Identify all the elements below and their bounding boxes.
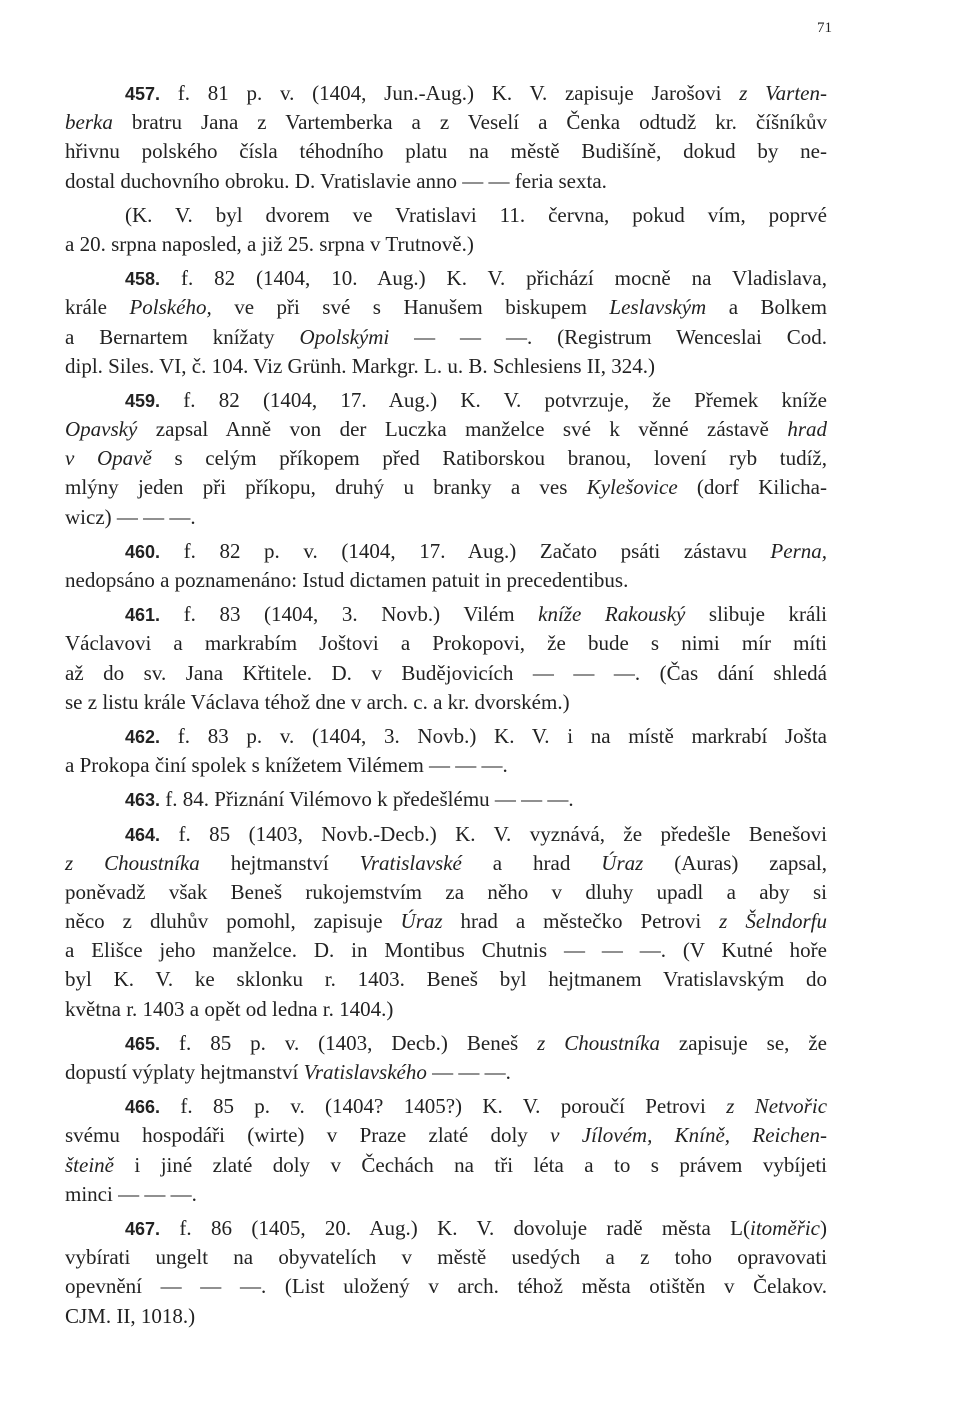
entry-461 (65, 600, 827, 717)
text-run: f. 84. Přiznání Vilémovo k předešlému — — —. (160, 787, 574, 812)
text-line (65, 264, 827, 293)
text-line (65, 1272, 827, 1301)
text-line (65, 1092, 827, 1121)
text-run: s celým příkopem před Ratiborskou branou, lovení ryb tudíž, (151, 446, 827, 471)
entry-number: 465. (125, 1033, 161, 1054)
text-run: f. 83 (1404, 3. Novb.) Vilém (160, 602, 539, 627)
italic-text-run: z Netvořic (726, 1094, 828, 1119)
text-run: f. 82 p. v. (1404, 17. Aug.) Začato psáti zástavu (160, 538, 771, 563)
entry-458 (65, 264, 827, 381)
entry-number: 466. (125, 1097, 161, 1118)
text-line (65, 167, 827, 196)
italic-text-run: z Choustníka (537, 1030, 660, 1055)
text-run: (K. V. byl dvorem ve Vratislavi 11. června, pokud vím, poprvé (125, 202, 827, 227)
text-run: ve při své s Hanušem biskupem (211, 295, 610, 320)
text-run: a 20. srpna naposled, a již 25. srpna v Trutnově.) (65, 231, 474, 256)
text-line (65, 1243, 827, 1272)
italic-text-run: z Choustníka (65, 850, 200, 875)
text-run: něco z dluhův pomohl, zapisuje (65, 909, 401, 934)
text-line (65, 386, 827, 415)
entry-number: 462. (125, 726, 161, 747)
entry-462 (65, 722, 827, 780)
text-run: f. 85 (1403, Novb.-Decb.) K. V. vyznává, že předešle Benešovi (160, 821, 827, 846)
entry-464 (65, 820, 827, 1024)
text-run: CJM. II, 1018.) (65, 1303, 196, 1328)
text-line (65, 820, 827, 849)
text-line (65, 751, 827, 780)
text-run: f. 85 p. v. (1404? 1405?) K. V. poroučí Petrovi (160, 1094, 727, 1119)
page-number: 71 (817, 20, 832, 36)
entry-number: 460. (125, 541, 161, 562)
italic-text-run: z Šelndorfu (719, 909, 827, 934)
entry-number: 459. (125, 390, 161, 411)
text-line (65, 849, 827, 878)
italic-text-run: v Opavě (65, 446, 152, 471)
text-run: hejtmanství (199, 850, 360, 875)
text-line (65, 503, 827, 532)
text-run: nedopsáno a poznamenáno: Istud dictamen patuit in precedentibus. (65, 568, 629, 592)
text-line (65, 1302, 827, 1331)
text-run: minci — — —. (65, 1181, 197, 1206)
entry-457 (65, 79, 827, 196)
text-line (65, 444, 827, 473)
text-run: f. 82 (1404, 17. Aug.) K. V. potvrzuje, že Přemek kníže (160, 387, 827, 412)
text-run: Václavovi a markrabím Joštovi a Prokopovi, že bude s nimi mír míti (65, 631, 827, 656)
text-run: (Auras) zapsal, (643, 850, 827, 875)
text-run: f. 83 p. v. (1404, 3. Novb.) K. V. i na místě markrabí Jošta (160, 723, 827, 748)
text-line (65, 352, 827, 381)
text-run: a Elišce jeho manželce. D. in Montibus Chutnis — — —. (V Kutné hoře (65, 938, 827, 963)
text-run: dostal duchovního obroku. D. Vratislavie anno — — feria sexta. (65, 168, 607, 193)
italic-text-run: hrad (787, 417, 827, 442)
text-run: slibuje králi (685, 602, 827, 627)
text-run: opevnění — — —. (List uložený v arch. téhož města otištěn v Čelakov. (65, 1274, 827, 1299)
text-run: dipl. Siles. VI, č. 104. Viz Grünh. Markgr. L. u. B. Schlesiens II, 324.) (65, 353, 655, 378)
italic-text-run: Kylešovice (586, 475, 678, 500)
entry-465 (65, 1029, 827, 1087)
text-line (65, 629, 827, 658)
text-line (65, 600, 827, 629)
italic-text-run: kníže Rakouský (538, 602, 686, 627)
entry-460 (65, 537, 827, 595)
text-line (65, 108, 827, 137)
text-line (65, 722, 827, 751)
italic-text-run: Perna, (770, 538, 827, 563)
italic-text-run: šteině (65, 1152, 114, 1177)
text-line (65, 1180, 827, 1209)
text-run: bratru Jana z Vartemberka a z Veselí a Čenka odtudž kr. číšníkův (112, 110, 827, 135)
text-run: a hrad (461, 850, 602, 875)
text-line (65, 1058, 827, 1087)
text-line (65, 907, 827, 936)
text-run: f. 82 (1404, 10. Aug.) K. V. přichází mocně na Vladislava, (160, 266, 827, 291)
italic-text-run: Vratislavského (303, 1060, 427, 1084)
entry-number: 457. (125, 84, 161, 104)
text-run: byl K. V. ke sklonku r. 1403. Beneš byl hejtmanem Vratislavským do (65, 967, 827, 992)
text-line (65, 965, 827, 994)
text-run: wicz) — — —. (65, 504, 196, 529)
document-body (65, 79, 827, 1336)
text-run: (dorf Kilicha- (677, 475, 827, 500)
italic-text-run: itoměřic (750, 1215, 820, 1240)
text-run: vybírati ungelt na obyvatelích v městě usedých a z toho opravovati (65, 1245, 827, 1270)
text-run: hřivnu polského čísla téhodního platu na městě Budišíně, dokud by ne- (65, 139, 827, 164)
text-run: f. 86 (1405, 20. Aug.) K. V. dovoluje radě města L( (160, 1215, 751, 1240)
note-paragraph (65, 201, 827, 259)
italic-text-run: berka (65, 110, 113, 135)
text-line (65, 936, 827, 965)
text-run: až do sv. Jana Křtitele. D. v Budějovicích — — —. (Čas dání shledá (65, 660, 827, 685)
entry-number: 467. (125, 1218, 161, 1239)
text-line (65, 785, 827, 814)
entry-467 (65, 1214, 827, 1331)
text-line (65, 566, 827, 595)
text-line (65, 537, 827, 566)
text-run: ) (820, 1215, 827, 1240)
text-line (65, 137, 827, 166)
italic-text-run: Opavský (65, 417, 138, 442)
text-run: se z listu krále Václava téhož dne v arch. c. a kr. dvorském.) (65, 689, 570, 714)
text-line (65, 688, 827, 717)
text-run: svému hospodáři (wirte) v Praze zlaté doly (65, 1123, 551, 1148)
text-line (65, 1029, 827, 1058)
text-run: krále (65, 295, 130, 320)
text-line (65, 230, 827, 259)
italic-text-run: Úraz (400, 909, 443, 934)
text-line (65, 415, 827, 444)
text-line (65, 293, 827, 322)
entry-number: 461. (125, 605, 161, 626)
entry-463 (65, 785, 827, 814)
entry-number: 463. (125, 790, 161, 811)
text-run: — — —. (426, 1060, 511, 1084)
text-run: — — —. (Registrum Wenceslai Cod. (389, 324, 827, 349)
text-line (65, 659, 827, 688)
entry-number: 458. (125, 269, 161, 290)
text-line (65, 323, 827, 352)
text-line (65, 878, 827, 907)
text-run: zapsal Anně von der Luczka manželce své k věnné zástavě (137, 417, 788, 442)
text-run: dopustí výplaty hejtmanství (65, 1060, 304, 1084)
text-run: mlýny jeden při příkopu, druhý u branky a ves (65, 475, 587, 500)
text-line (65, 79, 827, 108)
text-line (65, 1214, 827, 1243)
text-run: f. 81 p. v. (1404, Jun.-Aug.) K. V. zapisuje Jarošovi (160, 81, 740, 105)
text-run: zapisuje se, že (659, 1030, 827, 1055)
italic-text-run: Vratislavské (359, 850, 462, 875)
text-run: poněvadž však Beneš rukojemstvím za něho v dluhy upadl a aby si (65, 879, 827, 904)
text-line (65, 1151, 827, 1180)
entry-466 (65, 1092, 827, 1209)
text-run: a Bolkem (706, 295, 827, 320)
text-run: f. 85 p. v. (1403, Decb.) Beneš (160, 1030, 538, 1055)
italic-text-run: Úraz (601, 850, 644, 875)
text-line (65, 1121, 827, 1150)
italic-text-run: Leslavským (609, 295, 707, 320)
italic-text-run: v Jílovém, Kníně, Reichen- (550, 1123, 827, 1148)
text-run: a Bernartem knížaty (65, 324, 300, 349)
entry-459 (65, 386, 827, 532)
italic-text-run: Polského, (129, 295, 212, 320)
text-run: května r. 1403 a opět od ledna r. 1404.) (65, 996, 394, 1021)
text-line (65, 201, 827, 230)
entry-number: 464. (125, 824, 161, 845)
italic-text-run: z Varten- (739, 81, 827, 105)
text-run: a Prokopa činí spolek s knížetem Vilémem — — —. (65, 753, 508, 778)
italic-text-run: Opolskými (299, 324, 390, 349)
text-run: i jiné zlaté doly v Čechách na tři léta a to s právem vybíjeti (113, 1152, 827, 1177)
text-line (65, 995, 827, 1024)
text-run: hrad a městečko Petrovi (442, 909, 720, 934)
text-line (65, 473, 827, 502)
